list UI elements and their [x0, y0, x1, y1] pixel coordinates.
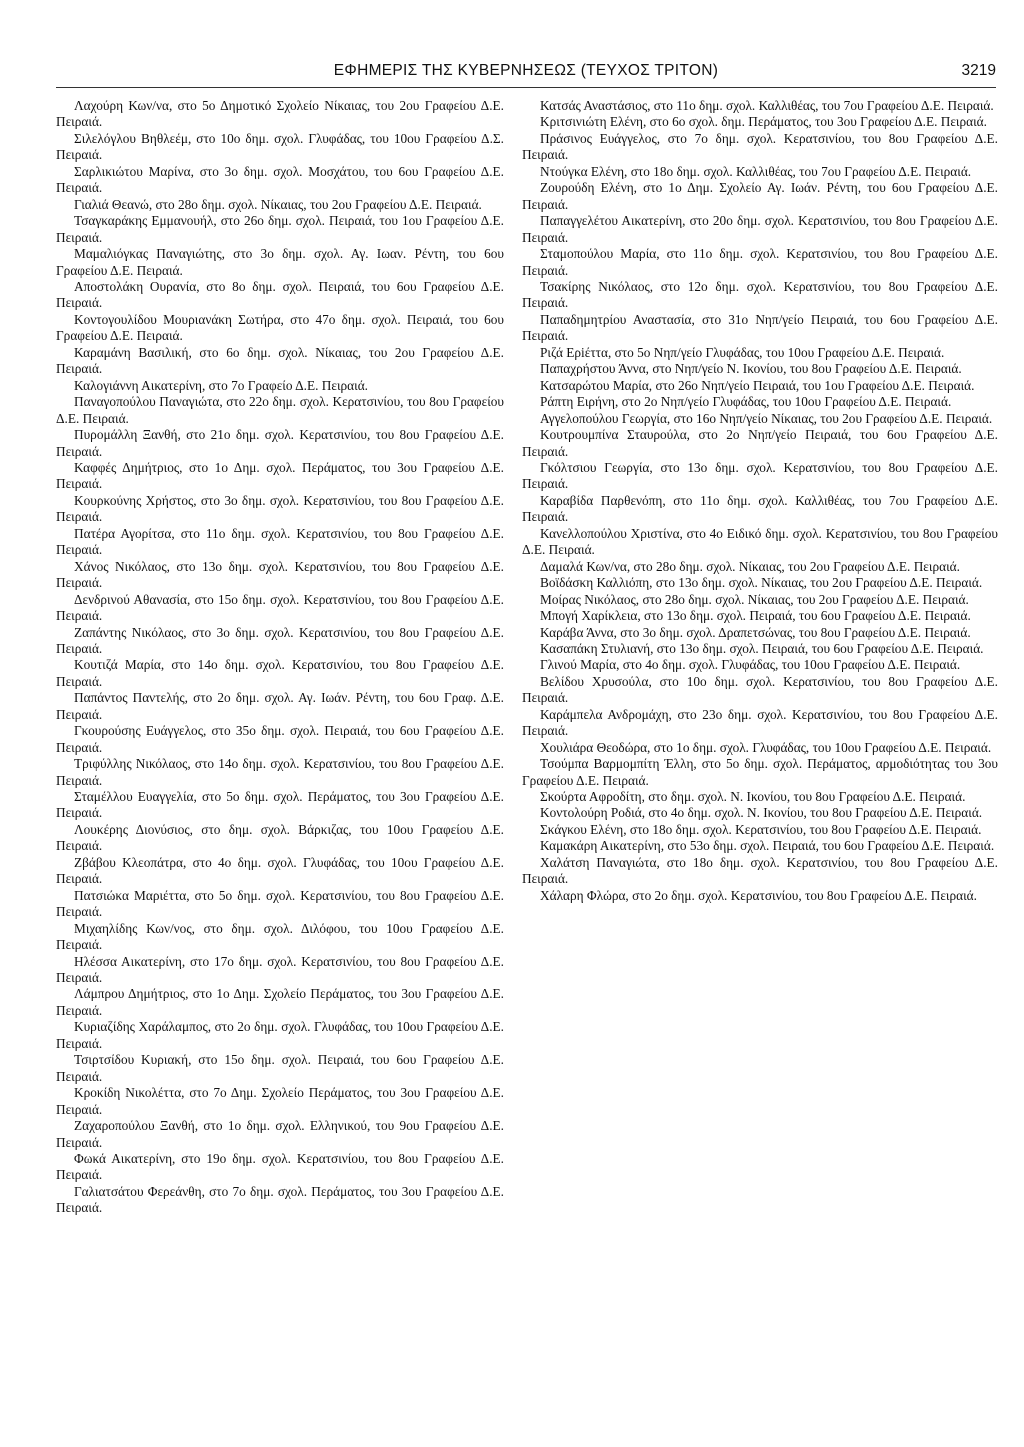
appointment-entry: Παπαγγελέτου Αικατερίνη, στο 20ο δημ. σχολ. Κερατσινίου, του 8ου Γραφείου Δ.Ε. Πειραιά.: [522, 213, 998, 245]
appointment-entry: Γκουρούσης Ευάγγελος, στο 35ο δημ. σχολ. Πειραιά, του 6ου Γραφείου Δ.Ε. Πειραιά.: [56, 723, 504, 755]
appointment-entry: Καράβα Άννα, στο 3ο δημ. σχολ. Δραπετσώνας, του 8ου Γραφείου Δ.Ε. Πειραιά.: [540, 624, 971, 640]
appointment-entry: Σαρλικιώτου Μαρίνα, στο 3ο δημ. σχολ. Μοσχάτου, του 6ου Γραφείου Δ.Ε. Πειραιά.: [56, 163, 504, 196]
appointment-entry: Γκόλτσιου Γεωργία, στο 13ο δημ. σχολ. Κερατσινίου, του 8ου Γραφείου Δ.Ε. Πειραιά.: [522, 459, 998, 492]
appointment-entry: Σταμοπούλου Μαρία, στο 11ο δημ. σχολ. Κερατσινίου, του 8ου Γραφείου Δ.Ε. Πειραιά.: [522, 246, 998, 278]
appointment-entry: Μιχαηλίδης Κων/νος, στο δημ. σχολ. Διλόφου, του 10ου Γραφείου Δ.Ε. Πειραιά.: [56, 920, 504, 953]
appointment-entry: Κασαπάκη Στυλιανή, στο 13ο δημ. σχολ. Πειραιά, του 6ου Γραφείου Δ.Ε. Πειραιά.: [540, 640, 984, 656]
appointment-entry: Βοϊδάσκη Καλλιόπη, στο 13ο δημ. σχολ. Νίκαιας, του 2ου Γραφείου Δ.Ε. Πειραιά.: [540, 575, 983, 591]
appointment-entry: Κουρκούνης Χρήστος, στο 3ο δημ. σχολ. Κερατσινίου, του 8ου Γραφείου Δ.Ε. Πειραιά.: [56, 492, 504, 525]
appointment-entry: Καράμπελα Ανδρομάχη, στο 23ο δημ. σχολ. Κερατσινίου, του 8ου Γραφείου Δ.Ε. Πειραιά.: [522, 706, 998, 739]
gazette-title: ΕΦΗΜΕΡΙΣ ΤΗΣ ΚΥΒΕΡΝΗΣΕΩΣ (ΤΕΥΧΟΣ ΤΡΙΤΟΝ): [333, 62, 719, 79]
appointment-entry: Ζουρούδη Ελένη, στο 1ο Δημ. Σχολείο Αγ. Ιωάν. Ρέντη, του 6ου Γραφείου Δ.Ε. Πειραιά.: [522, 180, 998, 212]
appointment-entry: Τσαγκαράκης Εμμανουήλ, στο 26ο δημ. σχολ. Πειραιά, του 1ου Γραφείου Δ.Ε. Πειραιά.: [56, 213, 504, 245]
appointment-entry: Κριτσινιώτη Ελένη, στο 6ο σχολ. δημ. Περάματος, του 3ου Γραφείου Δ.Ε. Πειραιά.: [540, 114, 987, 130]
appointment-entry: Τσακίρης Νικόλαος, στο 12ο δημ. σχολ. Κερατσινίου, του 8ου Γραφείου Δ.Ε. Πειραιά.: [522, 278, 998, 311]
appointment-entry: Παναγοπούλου Παναγιώτα, στο 22ο δημ. σχολ. Κερατσινίου, του 8ου Γραφείου Δ.Ε. Πειραιά.: [56, 394, 504, 426]
appointment-entry: Μπογή Χαρίκλεια, στο 13ο δημ. σχολ. Πειραιά, του 6ου Γραφείου Δ.Ε. Πειραιά.: [540, 608, 971, 624]
appointment-entry: Κατσαρώτου Μαρία, στο 26ο Νηπ/γείο Πειραιά, του 1ου Γραφείου Δ.Ε. Πειραιά.: [540, 377, 975, 393]
appointment-entry: Ζβάβου Κλεοπάτρα, στο 4ο δημ. σχολ. Γλυφάδας, του 10ου Γραφείου Δ.Ε. Πειραιά.: [56, 854, 504, 887]
appointment-entry: Κατσάς Αναστάσιος, στο 11ο δημ. σχολ. Καλλιθέας, του 7ου Γραφείου Δ.Ε. Πειραιά.: [540, 98, 994, 113]
appointment-entry: Καμακάρη Αικατερίνη, στο 53ο δημ. σχολ. Πειραιά, του 6ου Γραφείου Δ.Ε. Πειραιά.: [540, 838, 995, 854]
appointment-entry: Σκούρτα Αφροδίτη, στο δημ. σχολ. Ν. Ικονίου, του 8ου Γραφείου Δ.Ε. Πειραιά.: [540, 789, 966, 805]
left-column: [56, 98, 504, 1217]
appointment-entry: Καραμάνη Βασιλική, στο 6ο δημ. σχολ. Νίκαιας, του 2ου Γραφείου Δ.Ε. Πειραιά.: [56, 344, 504, 377]
appointment-entry: Κοντογουλίδου Μουριανάκη Σωτήρα, στο 47ο δημ. σχολ. Πειραιά, του 6ου Γραφείου Δ.Ε. Πειραιά.: [56, 311, 504, 344]
appointment-entry: Κανελλοπούλου Χριστίνα, στο 4ο Ειδικό δημ. σχολ. Κερατσινίου, του 8ου Γραφείου Δ.Ε. Πειραιά.: [522, 525, 998, 558]
appointment-entry: Ζαχαροπούλου Ξανθή, στο 1ο δημ. σχολ. Ελληνικού, του 9ου Γραφείου Δ.Ε. Πειραιά.: [56, 1118, 504, 1150]
appointment-entry: Καλογιάννη Αικατερίνη, στο 7ο Γραφείο Δ.Ε. Πειραιά.: [74, 377, 368, 393]
page-number: 3219: [961, 62, 996, 79]
appointment-entry: Πράσινος Ευάγγελος, στο 7ο δημ. σχολ. Κερατσινίου, του 8ου Γραφείου Δ.Ε. Πειραιά.: [522, 130, 998, 163]
appointment-entry: Μοίρας Νικόλαος, στο 28ο δημ. σχολ. Νίκαιας, του 2ου Γραφείου Δ.Ε. Πειραιά.: [540, 591, 969, 607]
header-rule: [56, 87, 996, 88]
appointment-entry: Αποστολάκη Ουρανία, στο 8ο δημ. σχολ. Πειραιά, του 6ου Γραφείου Δ.Ε. Πειραιά.: [56, 278, 504, 311]
appointment-entry: Ηλέσσα Αικατερίνη, στο 17ο δημ. σχολ. Κερατσινίου, του 8ου Γραφείου Δ.Ε. Πειραιά.: [56, 953, 504, 986]
appointment-entry: Κοντολούρη Ροδιά, στο 4ο δημ. σχολ. Ν. Ικονίου, του 8ου Γραφείου Δ.Ε. Πειραιά.: [540, 805, 983, 821]
right-column: [522, 98, 998, 904]
appointment-entry: Παπαχρήστου Άννα, στο Νηπ/γείο Ν. Ικονίου, του 8ου Γραφείου Δ.Ε. Πειραιά.: [540, 361, 962, 377]
appointment-entry: Χουλιάρα Θεοδώρα, στο 1ο δημ. σχολ. Γλυφάδας, του 10ου Γραφείου Δ.Ε. Πειραιά.: [540, 739, 992, 755]
appointment-entry: Πατσιώκα Μαριέττα, στο 5ο δημ. σχολ. Κερατσινίου, του 8ου Γραφείου Δ.Ε. Πειραιά.: [56, 887, 504, 920]
appointment-entry: Γαλιατσάτου Φερεάνθη, στο 7ο δημ. σχολ. Περάματος, του 3ου Γραφείου Δ.Ε. Πειραιά.: [56, 1183, 504, 1216]
appointment-entry: Πατέρα Αγορίτσα, στο 11ο δημ. σχολ. Κερατσινίου, του 8ου Γραφείου Δ.Ε. Πειραιά.: [56, 525, 504, 558]
page-header: [56, 58, 996, 84]
appointment-entry: Πυρομάλλη Ξανθή, στο 21ο δημ. σχολ. Κερατσινίου, του 8ου Γραφείου Δ.Ε. Πειραιά.: [56, 427, 504, 459]
appointment-entry: Ντούγκα Ελένη, στο 18ο δημ. σχολ. Καλλιθέας, του 7ου Γραφείου Δ.Ε. Πειραιά.: [540, 163, 972, 179]
appointment-entry: Παπάντος Παντελής, στο 2ο δημ. σχολ. Αγ. Ιωάν. Ρέντη, του 6ου Γραφ. Δ.Ε. Πειραιά.: [56, 690, 504, 722]
appointment-entry: Κουτρουμπίνα Σταυρούλα, στο 2ο Νηπ/γείο Πειραιά, του 6ου Γραφείου Δ.Ε. Πειραιά.: [522, 427, 998, 459]
appointment-entry: Τσούμπα Βαρμομπίτη Έλλη, στο 5ο δημ. σχολ. Περάματος, αρμοδιότητας του 3ου Γραφείου Δ.Ε. Πειραιά.: [522, 756, 998, 788]
appointment-entry: Χαλάτση Παναγιώτα, στο 18ο δημ. σχολ. Κερατσινίου, του 8ου Γραφείου Δ.Ε. Πειραιά.: [522, 854, 998, 887]
appointment-entry: Μαμαλιόγκας Παναγιώτης, στο 3ο δημ. σχολ. Αγ. Ιωαν. Ρέντη, του 6ου Γραφείου Δ.Ε. Πειραιά.: [56, 246, 504, 278]
appointment-entry: Σταμέλλου Ευαγγελία, στο 5ο δημ. σχολ. Περάματος, του 3ου Γραφείου Δ.Ε. Πειραιά.: [56, 789, 504, 821]
appointment-entry: Ράπτη Ειρήνη, στο 2ο Νηπ/γείο Γλυφάδας, του 10ου Γραφείου Δ.Ε. Πειραιά.: [540, 394, 952, 410]
appointment-entry: Καφφές Δημήτριος, στο 1ο Δημ. σχολ. Περάματος, του 3ου Γραφείου Δ.Ε. Πειραιά.: [56, 459, 504, 492]
appointment-entry: Γλινού Μαρία, στο 4ο δημ. σχολ. Γλυφάδας, του 10ου Γραφείου Δ.Ε. Πειραιά.: [540, 657, 961, 673]
appointment-entry: Σκάγκου Ελένη, στο 18ο δημ. σχολ. Κερατσινίου, του 8ου Γραφείου Δ.Ε. Πειραιά.: [540, 821, 982, 837]
appointment-entry: Λαχούρη Κων/να, στο 5ο Δημοτικό Σχολείο Νίκαιας, του 2ου Γραφείου Δ.Ε. Πειραιά.: [56, 98, 504, 130]
appointment-entry: Δενδρινού Αθανασία, στο 15ο δημ. σχολ. Κερατσινίου, του 8ου Γραφείου Δ.Ε. Πειραιά.: [56, 591, 504, 624]
appointment-entry: Λάμπρου Δημήτριος, στο 1ο Δημ. Σχολείο Περάματος, του 3ου Γραφείου Δ.Ε. Πειραιά.: [56, 986, 504, 1018]
appointment-entry: Γιαλιά Θεανώ, στο 28ο δημ. σχολ. Νίκαιας, του 2ου Γραφείου Δ.Ε. Πειραιά.: [74, 196, 482, 212]
appointment-entry: Καραβίδα Παρθενόπη, στο 11ο δημ. σχολ. Καλλιθέας, του 7ου Γραφείου Δ.Ε. Πειραιά.: [522, 492, 998, 525]
appointment-entry: Βελίδου Χρυσούλα, στο 10ο δημ. σχολ. Κερατσινίου, του 8ου Γραφείου Δ.Ε. Πειραιά.: [522, 673, 998, 706]
appointment-entry: Κροκίδη Νικολέττα, στο 7ο Δημ. Σχολείο Περάματος, του 3ου Γραφείου Δ.Ε. Πειραιά.: [56, 1085, 504, 1117]
appointment-entry: Ριζά Ερiέττα, στο 5ο Νηπ/γείο Γλυφάδας, του 10ου Γραφείου Δ.Ε. Πειραιά.: [540, 344, 945, 360]
appointment-entry: Παπαδημητρίου Αναστασία, στο 31ο Νηπ/γείο Πειραιά, του 6ου Γραφείου Δ.Ε. Πειραιά.: [522, 311, 998, 344]
appointment-entry: Φωκά Αικατερίνη, στο 19ο δημ. σχολ. Κερατσινίου, του 8ου Γραφείου Δ.Ε. Πειραιά.: [56, 1151, 504, 1183]
appointment-entry: Λουκέρης Διονύσιος, στο δημ. σχολ. Βάρκιζας, του 10ου Γραφείου Δ.Ε. Πειραιά.: [56, 821, 504, 854]
appointment-entry: Χάνος Νικόλαος, στο 13ο δημ. σχολ. Κερατσινίου, του 8ου Γραφείου Δ.Ε. Πειραιά.: [56, 558, 504, 591]
appointment-entry: Κυριαζίδης Χαράλαμπος, στο 2ο δημ. σχολ. Γλυφάδας, του 10ου Γραφείου Δ.Ε. Πειραιά.: [56, 1019, 504, 1051]
appointment-entry: Τσιρτσίδου Κυριακή, στο 15ο δημ. σχολ. Πειραιά, του 6ου Γραφείου Δ.Ε. Πειραιά.: [56, 1052, 504, 1084]
appointment-entry: Σιλελόγλου Βηθλεέμ, στο 10ο δημ. σχολ. Γλυφάδας, του 10ου Γραφείου Δ.Σ. Πειραιά.: [56, 130, 504, 163]
appointment-entry: Χάλαρη Φλώρα, στο 2ο δημ. σχολ. Κερατσινίου, του 8ου Γραφείου Δ.Ε. Πειραιά.: [540, 887, 977, 903]
appointment-entry: Αγγελοπούλου Γεωργία, στο 16ο Νηπ/γείο Νίκαιας, του 2ου Γραφείου Δ.Ε. Πειραιά.: [540, 410, 993, 426]
appointment-entry: Τριφύλλης Νικόλαος, στο 14ο δημ. σχολ. Κερατσινίου, του 8ου Γραφείου Δ.Ε. Πειραιά.: [56, 756, 504, 788]
appointment-entry: Δαμαλά Κων/να, στο 28ο δημ. σχολ. Νίκαιας, του 2ου Γραφείου Δ.Ε. Πειραιά.: [540, 558, 960, 574]
appointment-entry: Κουτιζά Μαρία, στο 14ο δημ. σχολ. Κερατσινίου, του 8ου Γραφείου Δ.Ε. Πειραιά.: [56, 657, 504, 689]
appointment-entry: Ζαπάντης Νικόλαος, στο 3ο δημ. σχολ. Κερατσινίου, του 8ου Γραφείου Δ.Ε. Πειραιά.: [56, 624, 504, 656]
